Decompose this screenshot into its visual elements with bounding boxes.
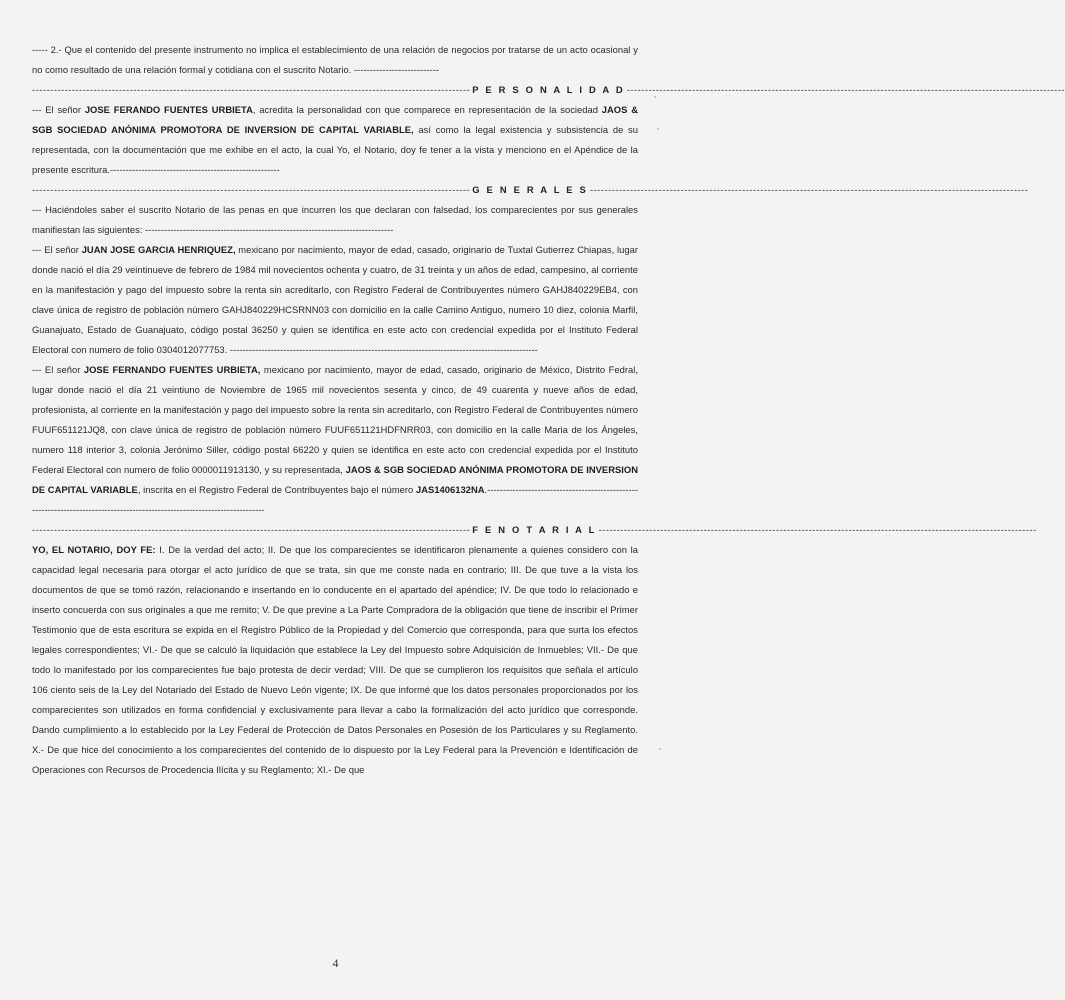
scan-speck xyxy=(654,96,656,98)
text-run: , acredita la personalidad con que comparece en representación de la sociedad xyxy=(252,104,602,115)
heading-rule-left: ------------------------------------------------------------------------------------------------------------------------- xyxy=(32,184,471,195)
fe-notarial-lead-bold: YO, EL NOTARIO, DOY FE: xyxy=(32,544,156,555)
paragraph-personalidad xyxy=(32,100,638,180)
scan-speck xyxy=(657,128,659,130)
name-bold: JOSE FERNANDO FUENTES URBIETA, xyxy=(83,364,261,375)
text-run: --- El señor xyxy=(32,104,85,115)
page-number: 4 xyxy=(332,956,339,970)
rfc-bold: JAS1406132NA xyxy=(416,484,485,495)
paragraph-jose xyxy=(32,360,638,520)
paragraph-intro: ----- 2.- Que el contenido del presente instrumento no implica el establecimiento de una relación de negocios por tratarse de un acto ocasional y no como resultado de una relación formal y cotidiana con el suscrito Notario. --------------------------- xyxy=(32,44,638,75)
heading-rule-right: ------------------------------------------------------------------------------------------------------------------------- xyxy=(589,184,1029,195)
company-name-bold: JAOS & SGB SOCIEDAD ANÓNIMA PROMOTORA DE INVERSION DE CAPITAL VARIABLE xyxy=(32,464,639,495)
paragraph-juan xyxy=(32,240,638,360)
text-run: --- El señor xyxy=(32,364,84,375)
name-bold: JOSE FERANDO FUENTES URBIETA xyxy=(84,104,253,115)
heading-fenotarial: F E N O T A R I A L xyxy=(472,524,597,535)
text-run: así como la legal existencia y subsistencia de su representada, con la documentación que me exhibe en el acto, la cual Yo, el Notario, doy fe tener a la vista y menciono en el Apéndice de la presente escritura.------------------------------------------------------ xyxy=(32,124,638,175)
scan-speck xyxy=(659,748,661,750)
heading-personalidad: P E R S O N A L I D A D xyxy=(472,84,625,95)
text-run: mexicano por nacimiento, mayor de edad, casado, originario de México, Distrito Fedral, lugar donde nació el día 21 veintiuno de Noviembre de 1965 mil novecientos sesenta y cinco, de 49 cuarenta y nueve años de edad, profesionista, al corriente en la manifestación y pago del impuesto sobre la renta sin acreditarlo, con Registro Federal de Contribuyentes número FUUF651121JQ8, con clave única de registro de población número FUUF651121HDFNRR03, con domicilio en la calle Maria de los Ángeles, numero 118 interior 3, colonia Jerónimo Siller, código postal 66220 y quien se identifica en este acto con credencial expedida por el Instituto Federal Electoral con numero de folio 0000011913130, y su representada, xyxy=(32,364,638,475)
company-name-bold: JAOS & SGB SOCIEDAD ANÓNIMA PROMOTORA DE INVERSION DE CAPITAL VARIABLE, xyxy=(32,104,638,135)
heading-rule-left: ------------------------------------------------------------------------------------------------------------------------- xyxy=(32,84,471,95)
text-run: mexicano por nacimiento, mayor de edad, casado, originario de Tuxtal Gutierrez Chiapas, lugar donde nació el día 29 veintinueve de febrero de 1984 mil novecientos ochenta y cuatro, de 31 treinta y un años de edad, campesino, al corriente en la manifestación y pago del impuesto sobre la renta sin acreditarlo, con Registro Federal de Contribuyentes número GAHJ840229EB4, con clave única de registro de población número GAHJ840229HCSRNN03 con domicilio en la calle Camino Antiguo, numero 10 diez, colonia Marfil, Guanajuato, Estado de Guanajuato, código postal 36250 y quien se identifica en este acto con credencial expedida por el Instituto Federal Electoral con numero de folio 0304012077753. -------------------------------------------------------------------------------------------------- xyxy=(32,244,638,355)
heading-generales: G E N E R A L E S xyxy=(472,184,588,195)
section-heading-personalidad xyxy=(32,80,1065,100)
text-run: .-------------------------------------------------------------------------------------------------------------------------- xyxy=(32,484,638,515)
heading-rule-right: ------------------------------------------------------------------------------------------------------------------------- xyxy=(598,524,1037,535)
document-body xyxy=(32,40,1065,780)
section-heading-generales xyxy=(32,180,1029,200)
text-run: , inscrita en el Registro Federal de Contribuyentes bajo el número xyxy=(137,484,417,495)
paragraph-fe-notarial xyxy=(32,540,638,780)
section-heading-fenotarial xyxy=(32,520,1037,540)
paragraph-generales-intro: --- Haciéndoles saber el suscrito Notario de las penas en que incurren los que declaran con falsedad, los comparecientes por sus generales manifiestan las siguientes: ------------------------------------------------------------------------------- xyxy=(32,204,638,235)
name-bold: JUAN JOSE GARCIA HENRIQUEZ, xyxy=(81,244,236,255)
text-run: --- El señor xyxy=(32,244,82,255)
text-run: I. De la verdad del acto; II. De que los comparecientes se identificaron plenamente a quienes considero con la capacidad legal necesaria para otorgar el acto jurídico de que se trata, sin que me conste nada en contrario; III. De que tuve a la vista los documentos de que se tomó razón, relacionando e insertando en lo conducente en el apartado del apéndice; IV. De que todo lo relacionado e inserto concuerda con sus originales a que me remito; V. De que previne a La Parte Compradora de la obligación que tiene de inscribir el Primer Testimonio que de esta escritura se expida en el Registro Público de la Propiedad y del Comercio que corresponda, para que surta los efectos legales correspondientes; VI.- De que se calculó la liquidación que establece la Ley del Impuesto sobre Adquisición de Inmuebles; VII.- De que todo lo manifestado por los comparecientes fue bajo protesta de decir verdad; VIII. De que se cumplieron los requisitos que señala el artículo 106 ciento seis de la Ley del Notariado del Estado de Nuevo León vigente; IX. De que informé que los datos personales proporcionados por los comparecientes son utilizados en forma confidencial y exclusivamente para llevar a cabo la formalización del acto jurídico que corresponde. Dando cumplimiento a lo establecido por la Ley Federal de Protección de Datos Personales en Posesión de los Particulares y su Reglamento. X.- De que hice del conocimiento a los comparecientes del contenido de lo dispuesto por la Ley Federal para la Prevención e Identificación de Operaciones con Recursos de Procedencia Ilícita y su Reglamento; XI.- De que xyxy=(32,544,638,775)
heading-rule-left: ------------------------------------------------------------------------------------------------------------------------- xyxy=(32,524,471,535)
heading-rule-right: ------------------------------------------------------------------------------------------------------------------------- xyxy=(626,84,1065,95)
